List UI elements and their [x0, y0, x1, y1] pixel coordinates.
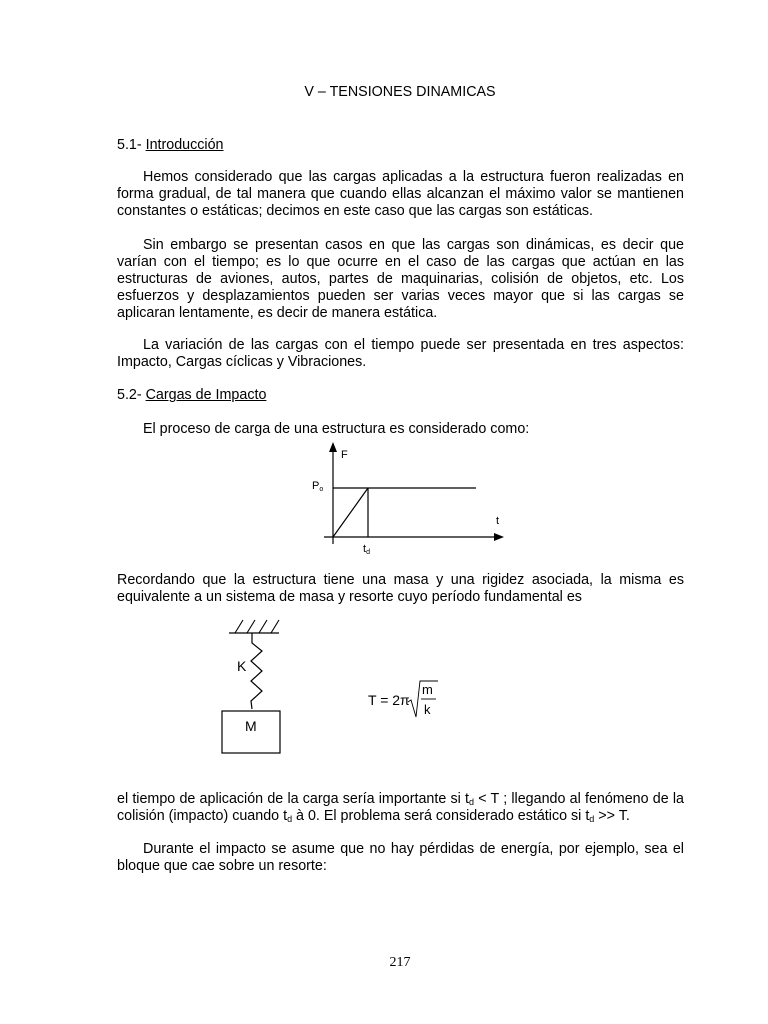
section-title: Introducción [145, 137, 224, 153]
support-hatch [235, 620, 279, 633]
paragraph-intro: Hemos considerado que las cargas aplicadas a la estructura fueron realizadas en forma gradual, de tal manera que cuando ellas alcanzan el máximo valor se mantienen constantes o estáticas; decimos en este caso que las cargas son estáticas. [117, 169, 684, 219]
page-number: 217 [389, 955, 411, 970]
formula-denominator: k [424, 702, 431, 717]
td-label: td [363, 543, 370, 556]
paragraph-load-variation: La variación de las cargas con el tiempo puede ser presentada en tres aspectos: Impacto, Cargas cíclicas y Vibraciones. [117, 337, 684, 370]
y-axis-label: F [341, 449, 348, 461]
formula-numerator: m [422, 682, 433, 697]
section-heading-5-1 [117, 137, 224, 154]
y-axis-arrowhead [329, 442, 337, 452]
section-number: 5.1- [117, 137, 146, 153]
chapter-title: V – TENSIONES DINAMICAS [304, 84, 496, 100]
paragraph-load-process: El proceso de carga de una estructura es considerado como: [143, 421, 530, 437]
formula-lhs: T = 2π [368, 692, 410, 708]
paragraph-energy: Durante el impacto se asume que no hay pérdidas de energía, por ejemplo, sea el bloque que cae sobre un resorte: [117, 841, 684, 874]
load-time-graph [300, 440, 520, 560]
x-axis-label: t [496, 515, 500, 527]
ramp-line [333, 488, 368, 537]
section-heading-5-2 [117, 387, 266, 404]
paragraph-mass-spring: Recordando que la estructura tiene una masa y una rigidez asociada, la misma es equivalente a un sistema de masa y resorte cuyo período fundamental es [117, 572, 684, 605]
section-title: Cargas de Impacto [145, 387, 267, 403]
paragraph-impact-condition: el tiempo de aplicación de la carga sería importante si $t_d < T$ ; llegando al fenómeno de la colisión (impacto) cuando $t_d$ à 0. El problema será considerado estático si $t_d >> T$. [117, 791, 684, 824]
mass-spring-diagram [215, 615, 305, 760]
x-axis-arrowhead [494, 533, 504, 541]
mass-label: M [245, 718, 257, 734]
period-formula [360, 675, 450, 725]
stiffness-label: K [237, 658, 247, 674]
paragraph-dynamic-loads: Sin embargo se presentan casos en que las cargas son dinámicas, es decir que varían con el tiempo; es lo que ocurre en el caso de las cargas que actúan en las estructuras de aviones, autos, partes de maquinarias, colisión de objetos, etc. Los esfuerzos y desplazamientos pueden ser varias veces mayor que si las cargas se aplicaran lentamente, es decir de manera estática. [117, 237, 684, 321]
peak-label: Po [312, 480, 324, 493]
section-number: 5.2- [117, 387, 146, 403]
spring [251, 633, 262, 709]
